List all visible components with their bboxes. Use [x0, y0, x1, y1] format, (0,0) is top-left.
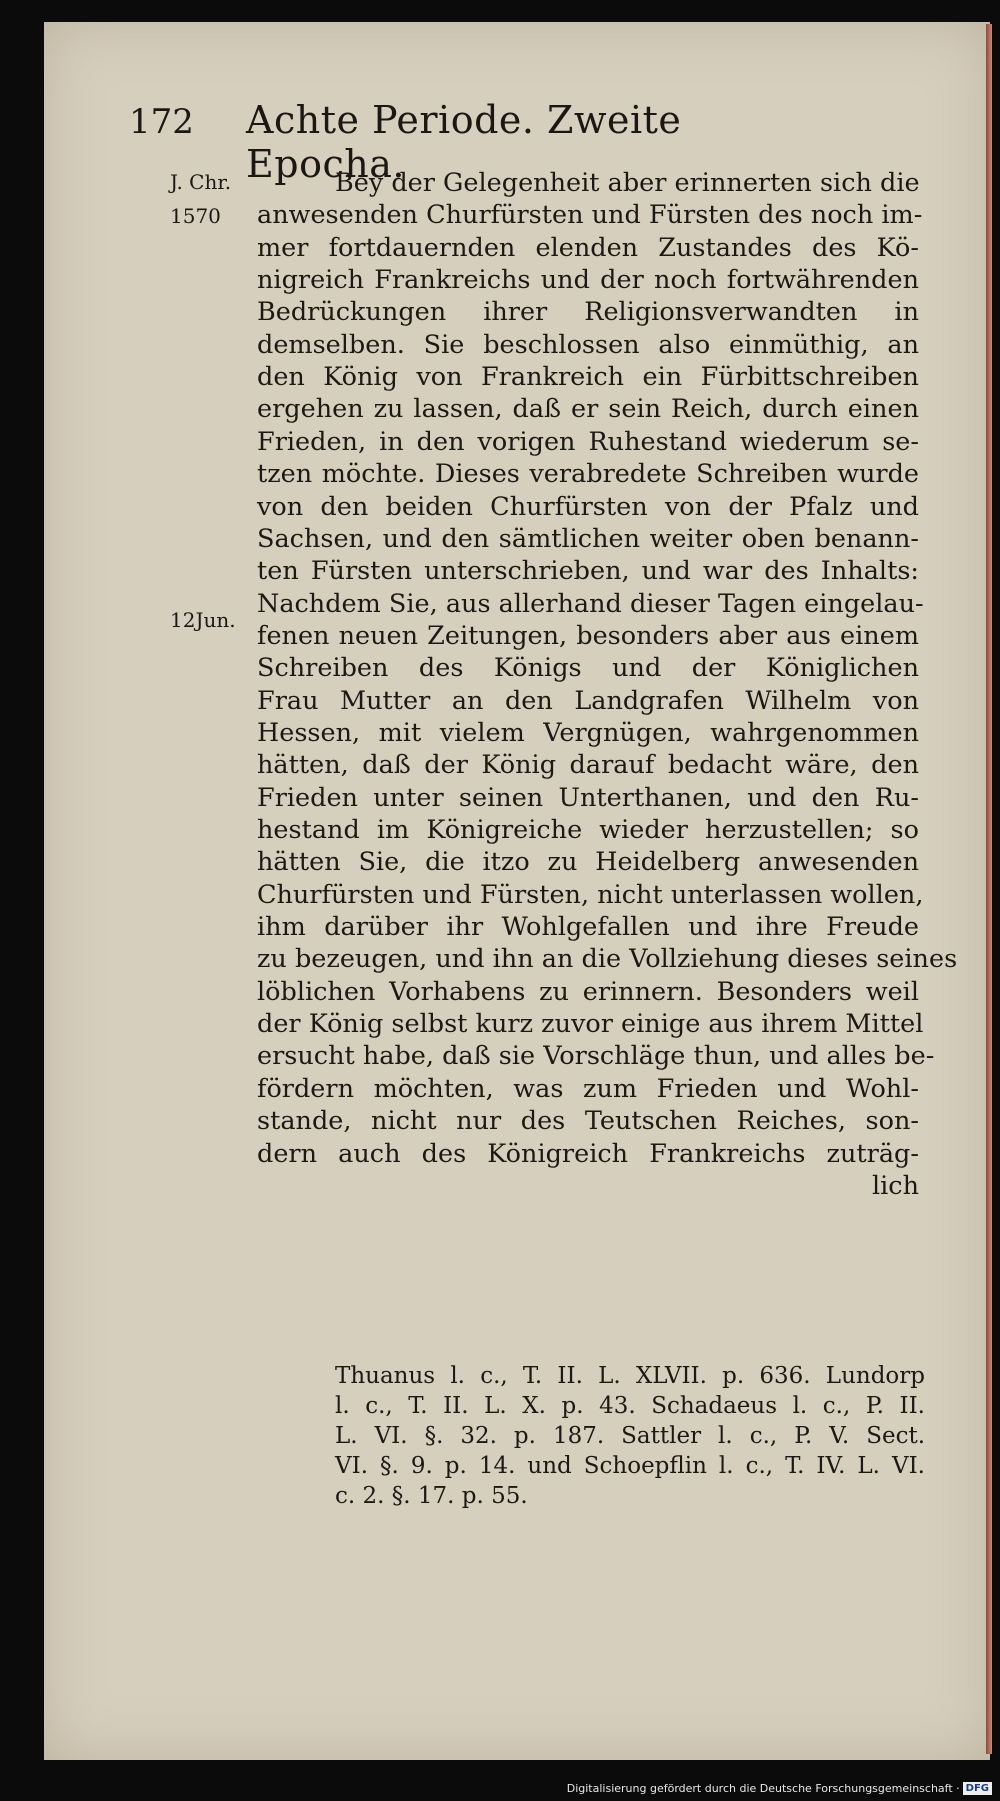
margin-date: 12Jun. — [170, 608, 236, 632]
text-line: Frieden, in den vorigen Ruhestand wiederum se- — [257, 426, 919, 457]
text-line: Hessen, mit vielem Vergnügen, wahrgenommen — [257, 717, 919, 748]
text-line: demselben. Sie beschlossen also einmüthig, an — [257, 329, 919, 360]
footnote-line: L. VI. §. 32. p. 187. Sattler l. c., P. V. Sect. — [335, 1423, 925, 1449]
margin-year: 1570 — [170, 204, 221, 228]
text-line: ten Fürsten unterschrieben, und war des Inhalts: — [257, 556, 919, 587]
text-line: fenen neuen Zeitungen, besonders aber aus einem — [257, 620, 919, 651]
text-line: Frieden unter seinen Unterthanen, und den Ru- — [257, 782, 919, 813]
text-line: ihm darüber ihr Wohlgefallen und ihre Freude — [257, 912, 919, 943]
page-number: 172 — [129, 102, 194, 142]
dfg-logo: DFG — [963, 1782, 992, 1795]
text-line: Bey der Gelegenheit aber erinnerten sich die — [335, 168, 920, 198]
text-line: von den beiden Churfürsten von der Pfalz und — [257, 491, 919, 522]
text-line: Sachsen, und den sämtlichen weiter oben benann- — [257, 523, 919, 554]
text-line: zu bezeugen, und ihn an die Vollziehung dieses seines — [257, 944, 958, 975]
text-line: nigreich Frankreichs und der noch fortwährenden — [257, 265, 919, 296]
running-title: Achte Periode. Zweite Epocha. — [246, 98, 682, 186]
text-line: dern auch des Königreich Frankreichs zuträg- — [257, 1138, 919, 1169]
margin-era-label: J. Chr. — [170, 170, 232, 194]
text-line: Bedrückungen ihrer Religionsverwandten in — [257, 297, 919, 328]
text-line: der König selbst kurz zuvor einige aus ihrem Mittel — [257, 1009, 924, 1040]
text-line: anwesenden Churfürsten und Fürsten des noch im- — [257, 200, 923, 231]
text-line: lich — [871, 1170, 919, 1201]
text-line: Schreiben des Königs und der Königlichen — [257, 653, 919, 684]
credit-text: Digitalisierung gefördert durch die Deutsche Forschungsgemeinschaft · — [566, 1781, 960, 1795]
footnote-line: l. c., T. II. L. X. p. 43. Schadaeus l. c., P. II. — [335, 1393, 925, 1419]
footnote-line: Thuanus l. c., T. II. L. XLVII. p. 636. Lundorp — [335, 1363, 925, 1389]
text-line: ergehen zu lassen, daß er sein Reich, durch einen — [257, 394, 919, 425]
text-line: den König von Frankreich ein Fürbittschreiben — [257, 362, 919, 393]
text-line: tzen möchte. Dieses verabredete Schreiben wurde — [257, 459, 919, 490]
text-line: Churfürsten und Fürsten, nicht unterlassen wollen, — [257, 879, 924, 910]
digitization-credit — [567, 1782, 992, 1796]
text-line: ersucht habe, daß sie Vorschläge thun, und alles be- — [257, 1041, 935, 1072]
text-line: stande, nicht nur des Teutschen Reiches, son- — [257, 1106, 919, 1137]
text-line: mer fortdauernden elenden Zustandes des Kö- — [257, 232, 919, 263]
footnote-line: VI. §. 9. p. 14. und Schoepflin l. c., T. IV. L. VI. — [335, 1453, 925, 1479]
text-line: hätten Sie, die itzo zu Heidelberg anwesenden — [257, 847, 919, 878]
text-line: Nachdem Sie, aus allerhand dieser Tagen eingelau- — [257, 588, 924, 619]
text-line: Frau Mutter an den Landgrafen Wilhelm von — [257, 685, 919, 716]
page-edge — [986, 24, 992, 1754]
footnote-line: c. 2. §. 17. p. 55. — [335, 1483, 528, 1509]
text-line: hätten, daß der König darauf bedacht wäre, den — [257, 750, 919, 781]
text-line: löblichen Vorhabens zu erinnern. Besonders weil — [257, 976, 919, 1007]
text-line: fördern möchten, was zum Frieden und Wohl- — [257, 1073, 919, 1104]
text-line: hestand im Königreiche wieder herzustellen; so — [257, 815, 919, 845]
